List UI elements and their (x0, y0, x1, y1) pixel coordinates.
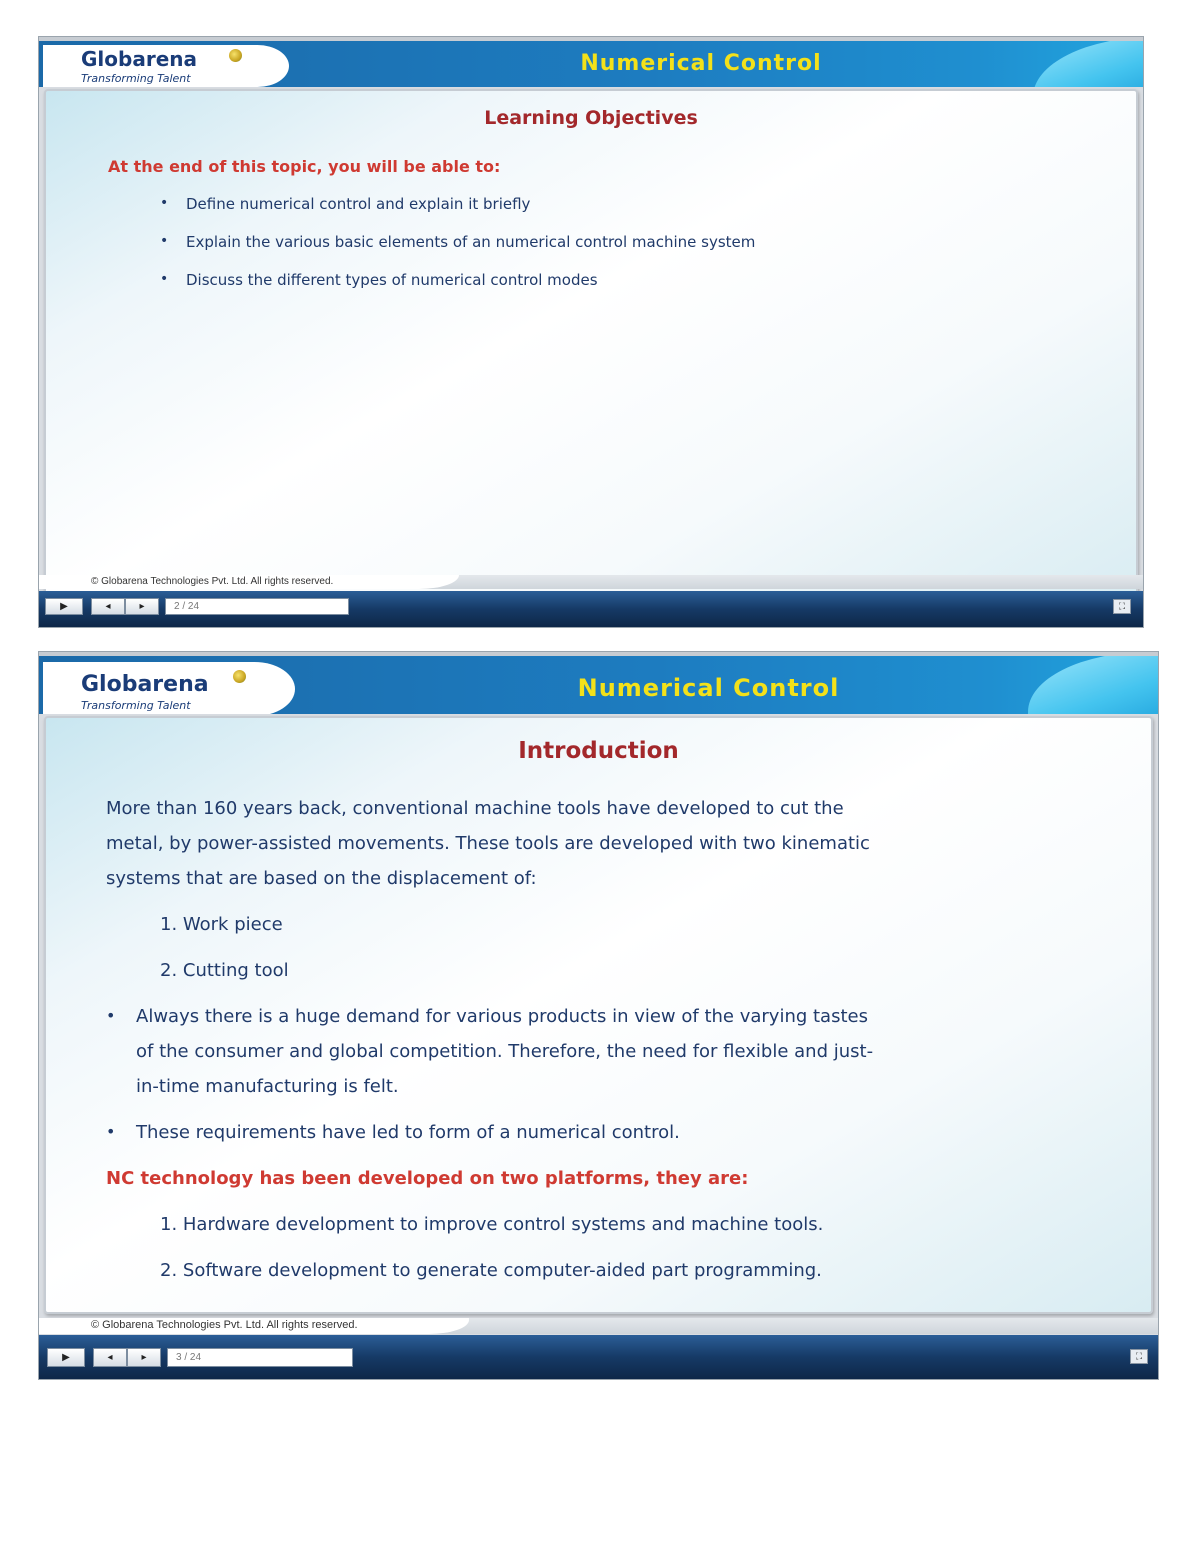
slide-content (44, 89, 1138, 609)
logo-globe-icon (229, 49, 242, 62)
list-item-text: Always there is a huge demand for various products in view of the varying tastes (136, 1006, 868, 1027)
slide-learning-objectives (38, 36, 1144, 628)
slide-introduction (38, 651, 1159, 1380)
copyright: © Globarena Technologies Pvt. Ltd. All rights reserved. (91, 1319, 358, 1331)
paragraph-line: systems that are based on the displacement of: (106, 868, 537, 889)
footer-strip (39, 575, 1143, 589)
lead-text: At the end of this topic, you will be able to: (108, 157, 501, 176)
numbered-item: 2. Cutting tool (160, 960, 289, 981)
slide-content (44, 716, 1153, 1314)
logo-globe-icon (233, 670, 246, 683)
bullet-dot: • (160, 195, 169, 211)
play-button[interactable] (47, 1348, 85, 1367)
logo (43, 45, 289, 87)
bullet-dot: • (160, 233, 169, 249)
page-indicator: 2 / 24 (165, 598, 349, 615)
logo (43, 662, 295, 714)
prev-icon: ◂ (107, 1352, 113, 1363)
header-title: Numerical Control (577, 674, 840, 702)
logo-tagline: Transforming Talent (81, 699, 191, 712)
next-icon: ▸ (139, 601, 145, 612)
paragraph-line: metal, by power-assisted movements. These tools are developed with two kinematic (106, 833, 870, 854)
numbered-item: 1. Work piece (160, 914, 283, 935)
play-icon: ▶ (60, 601, 68, 612)
paragraph-line: More than 160 years back, conventional machine tools have developed to cut the (106, 798, 844, 819)
bullet-dot: • (106, 1122, 116, 1141)
section-title: Introduction (518, 738, 679, 764)
slide-header (39, 652, 1158, 714)
header-title: Numerical Control (580, 51, 822, 76)
logo-name: Globarena (81, 47, 197, 71)
slide-header (39, 37, 1143, 87)
prev-icon: ◂ (105, 601, 111, 612)
next-button[interactable] (125, 598, 159, 615)
bullet-dot: • (160, 271, 169, 287)
list-item-text: Define numerical control and explain it briefly (186, 195, 531, 213)
list-item-text: Discuss the different types of numerical control modes (186, 271, 598, 289)
play-button[interactable] (45, 598, 83, 615)
logo-name: Globarena (81, 672, 209, 697)
footer-strip (39, 1318, 1158, 1334)
play-icon: ▶ (62, 1352, 70, 1363)
list-item-text: Explain the various basic elements of an numerical control machine system (186, 233, 756, 251)
player-controls (39, 1335, 1158, 1379)
fullscreen-button[interactable] (1113, 599, 1131, 614)
next-button[interactable] (127, 1348, 161, 1367)
player-controls (39, 591, 1143, 627)
page-indicator: 3 / 24 (167, 1348, 353, 1367)
bullet-dot: • (106, 1006, 116, 1025)
section-title: Learning Objectives (484, 107, 698, 129)
copyright: © Globarena Technologies Pvt. Ltd. All rights reserved. (91, 576, 334, 587)
numbered-item: 1. Hardware development to improve control systems and machine tools. (160, 1214, 824, 1235)
prev-button[interactable] (93, 1348, 127, 1367)
logo-tagline: Transforming Talent (81, 72, 191, 85)
fullscreen-icon: ⛶ (1135, 1351, 1143, 1362)
lead-text: NC technology has been developed on two platforms, they are: (106, 1168, 749, 1189)
next-icon: ▸ (141, 1352, 147, 1363)
fullscreen-button[interactable] (1130, 1349, 1148, 1364)
list-item-text: These requirements have led to form of a numerical control. (136, 1122, 680, 1143)
list-item-text: of the consumer and global competition. Therefore, the need for flexible and just- (136, 1041, 874, 1062)
prev-button[interactable] (91, 598, 125, 615)
fullscreen-icon: ⛶ (1118, 601, 1126, 612)
numbered-item: 2. Software development to generate computer-aided part programming. (160, 1260, 822, 1281)
list-item-text: in-time manufacturing is felt. (136, 1076, 399, 1097)
